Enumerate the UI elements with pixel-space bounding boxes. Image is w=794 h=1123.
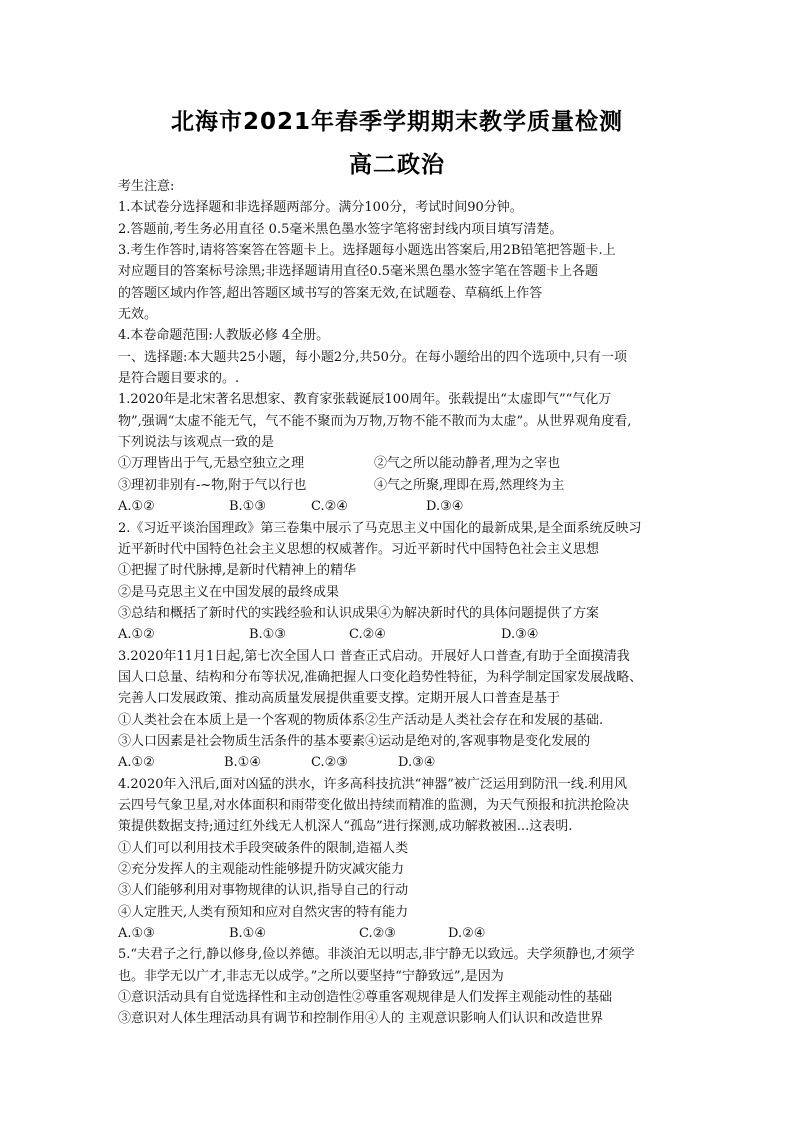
- notice-item: 2.答题前,考生务必用直径 0.5毫米黑色墨水签字笔将密封线内项目填写清楚。: [118, 221, 563, 237]
- option-d: D.②④: [448, 926, 486, 942]
- question-4-text: 4.2020年入汛后,面对凶猛的洪水，许多高科技抗洪“神器”被广泛运用到防汛一线.利用风: [118, 776, 628, 792]
- question-5-text: 也。非学无以广才,非志无以成学。”之所以要坚持“宁静致远”,是因为: [118, 968, 504, 984]
- statement-1: ①万理皆出于气,无悬空独立之理: [118, 456, 305, 472]
- option-b: B.①④: [229, 926, 266, 942]
- question-3-statement: ①人类社会在本质上是一个客观的物质体系②生产活动是人类社会存在和发展的基础.: [118, 712, 604, 728]
- option-c: C.②③: [359, 926, 396, 942]
- question-3-text: 3.2020年11月1日起,第七次全国人口 普查正式启动。开展好人口普查,有助于全面摸清我: [118, 648, 630, 664]
- option-a: A.①②: [118, 627, 155, 643]
- notice-item: 无效。: [118, 307, 158, 323]
- option-d: D.③④: [398, 755, 436, 771]
- question-4-text: 云四号气象卫星,对水体面积和雨带变化做出持续而精准的监测，为天气预报和抗洪抢险决: [118, 797, 630, 813]
- question-4-statement: ④人定胜天,人类有预知和应对自然灾害的特有能力: [118, 904, 409, 920]
- option-a: A.①②: [118, 499, 155, 515]
- notice-heading: 考生注意:: [118, 179, 175, 194]
- option-c: C.②③: [311, 755, 348, 771]
- page-title: 北海市2021年春季学期期末教学质量检测: [170, 109, 623, 135]
- section-heading: 一、选择题:本大题共25小题，每小题2分,共50分。在每小题给出的四个选项中,只有一项: [118, 349, 628, 365]
- exam-body: [118, 176, 688, 1030]
- statement-3: ③理初非别有-~物,附于气以行也: [118, 477, 307, 493]
- question-2-statement: ①把握了时代脉搏,是新时代精神上的精华: [118, 563, 357, 579]
- option-c: C.②④: [349, 627, 386, 643]
- question-1-text: 物”,强调“太虚不能无气，气不能不聚而为万物,万物不能不散而为太虚”。从世界观角度看,: [118, 413, 632, 429]
- option-c: C.②④: [311, 499, 348, 515]
- question-4-statement: ②充分发挥人的主观能动性能够提升防灾减灾能力: [118, 862, 405, 877]
- statement-2: ②气之所以能动静者,理为之宰也: [374, 456, 561, 472]
- question-3-text: 国人口总量、结构和分布等状况,准确把握人口变化趋势性特征，为科学制定国家发展战略、: [118, 669, 643, 685]
- option-b: B.①③: [229, 499, 266, 515]
- question-1-text: 1.2020年是北宋著名思想家、教育家张载诞辰100周年。张载提出“太虚即气”“气化万: [118, 392, 612, 408]
- question-1-options: [118, 496, 688, 517]
- notice-item: 的答题区域内作答,超出答题区域书写的答案无效,在试题卷、草稿纸上作答: [118, 285, 543, 301]
- question-4-statement: ③人们能够利用对事物规律的认识,指导自己的行动: [118, 883, 409, 899]
- question-4-options: [118, 923, 688, 944]
- question-1-statements: [118, 453, 688, 474]
- notice-item: 3.考生作答时,请将答案答在答题卡上。选择题每小题选出答案后,用2B铅笔把答题卡.上: [118, 243, 616, 259]
- question-4-statement: ①人们可以利用技术手段突破条件的限制,造福人类: [118, 840, 409, 856]
- notice-item: 4.本卷命题范围:人教版必修 4全册。: [118, 328, 330, 344]
- notice-item: 1.本试卷分选择题和非选择题两部分。满分100分，考试时间90分钟。: [118, 200, 523, 216]
- question-3-text: 完善人口发展政策、推动高质量发展提供重要支撑。定期开展人口普查是基于: [118, 691, 561, 707]
- question-2-options: [118, 624, 688, 645]
- option-a: A.①③: [118, 926, 155, 942]
- question-1-text: 下列说法与该观点一致的是: [118, 435, 275, 451]
- page-subtitle: 高二政治: [349, 152, 445, 178]
- question-2-statement: ②是马克思主义在中国发展的最终成果: [118, 584, 340, 600]
- notice-item: 对应题目的答案标号涂黑;非选择题请用直径0.5毫米黑色墨水签字笔在答题卡上各题: [118, 264, 599, 280]
- option-d: D.③④: [426, 499, 464, 515]
- question-4-text: 策提供数据支持;通过红外线无人机深人“孤岛”进行探测,成功解救被困...这表明.: [118, 819, 573, 835]
- question-1-statements: [118, 475, 688, 496]
- option-b: B.①③: [249, 627, 286, 643]
- question-5-statement: ③意识对人体生理活动具有调节和控制作用④人的 主观意识影响人们认识和改造世界: [118, 1011, 604, 1027]
- question-5-text: 5.“夫君子之行,静以修身,俭以养德。非淡泊无以明志,非宁静无以致远。夫学须静也,才须学: [118, 947, 635, 963]
- option-a: A.①②: [118, 755, 155, 771]
- statement-4: ④气之所聚,理即在焉,然理终为主: [374, 477, 565, 493]
- question-3-options: [118, 752, 688, 773]
- option-d: D.③④: [501, 627, 539, 643]
- question-2-statement: ③总结和概括了新时代的实践经验和认识成果④为解决新时代的具体问题提供了方案: [118, 605, 600, 621]
- question-3-statement: ③人口因素是社会物质生活条件的基本要素④运动是绝对的,客观事物是变化发展的: [118, 733, 591, 749]
- option-b: B.①④: [224, 755, 261, 771]
- question-2-text: 2.《习近平谈治国理政》第三卷集中展示了马克思主义中国化的最新成果,是全面系统反映习: [118, 520, 642, 536]
- section-heading: 是符合题目要求的。.: [118, 371, 240, 387]
- question-2-text: 近平新时代中国特色社会主义思想的权威著作。习近平新时代中国特色社会主义思想: [118, 541, 600, 557]
- question-5-statement: ①意识活动具有自觉选择性和主动创造性②尊重客观规律是人们发挥主观能动性的基础: [118, 990, 613, 1006]
